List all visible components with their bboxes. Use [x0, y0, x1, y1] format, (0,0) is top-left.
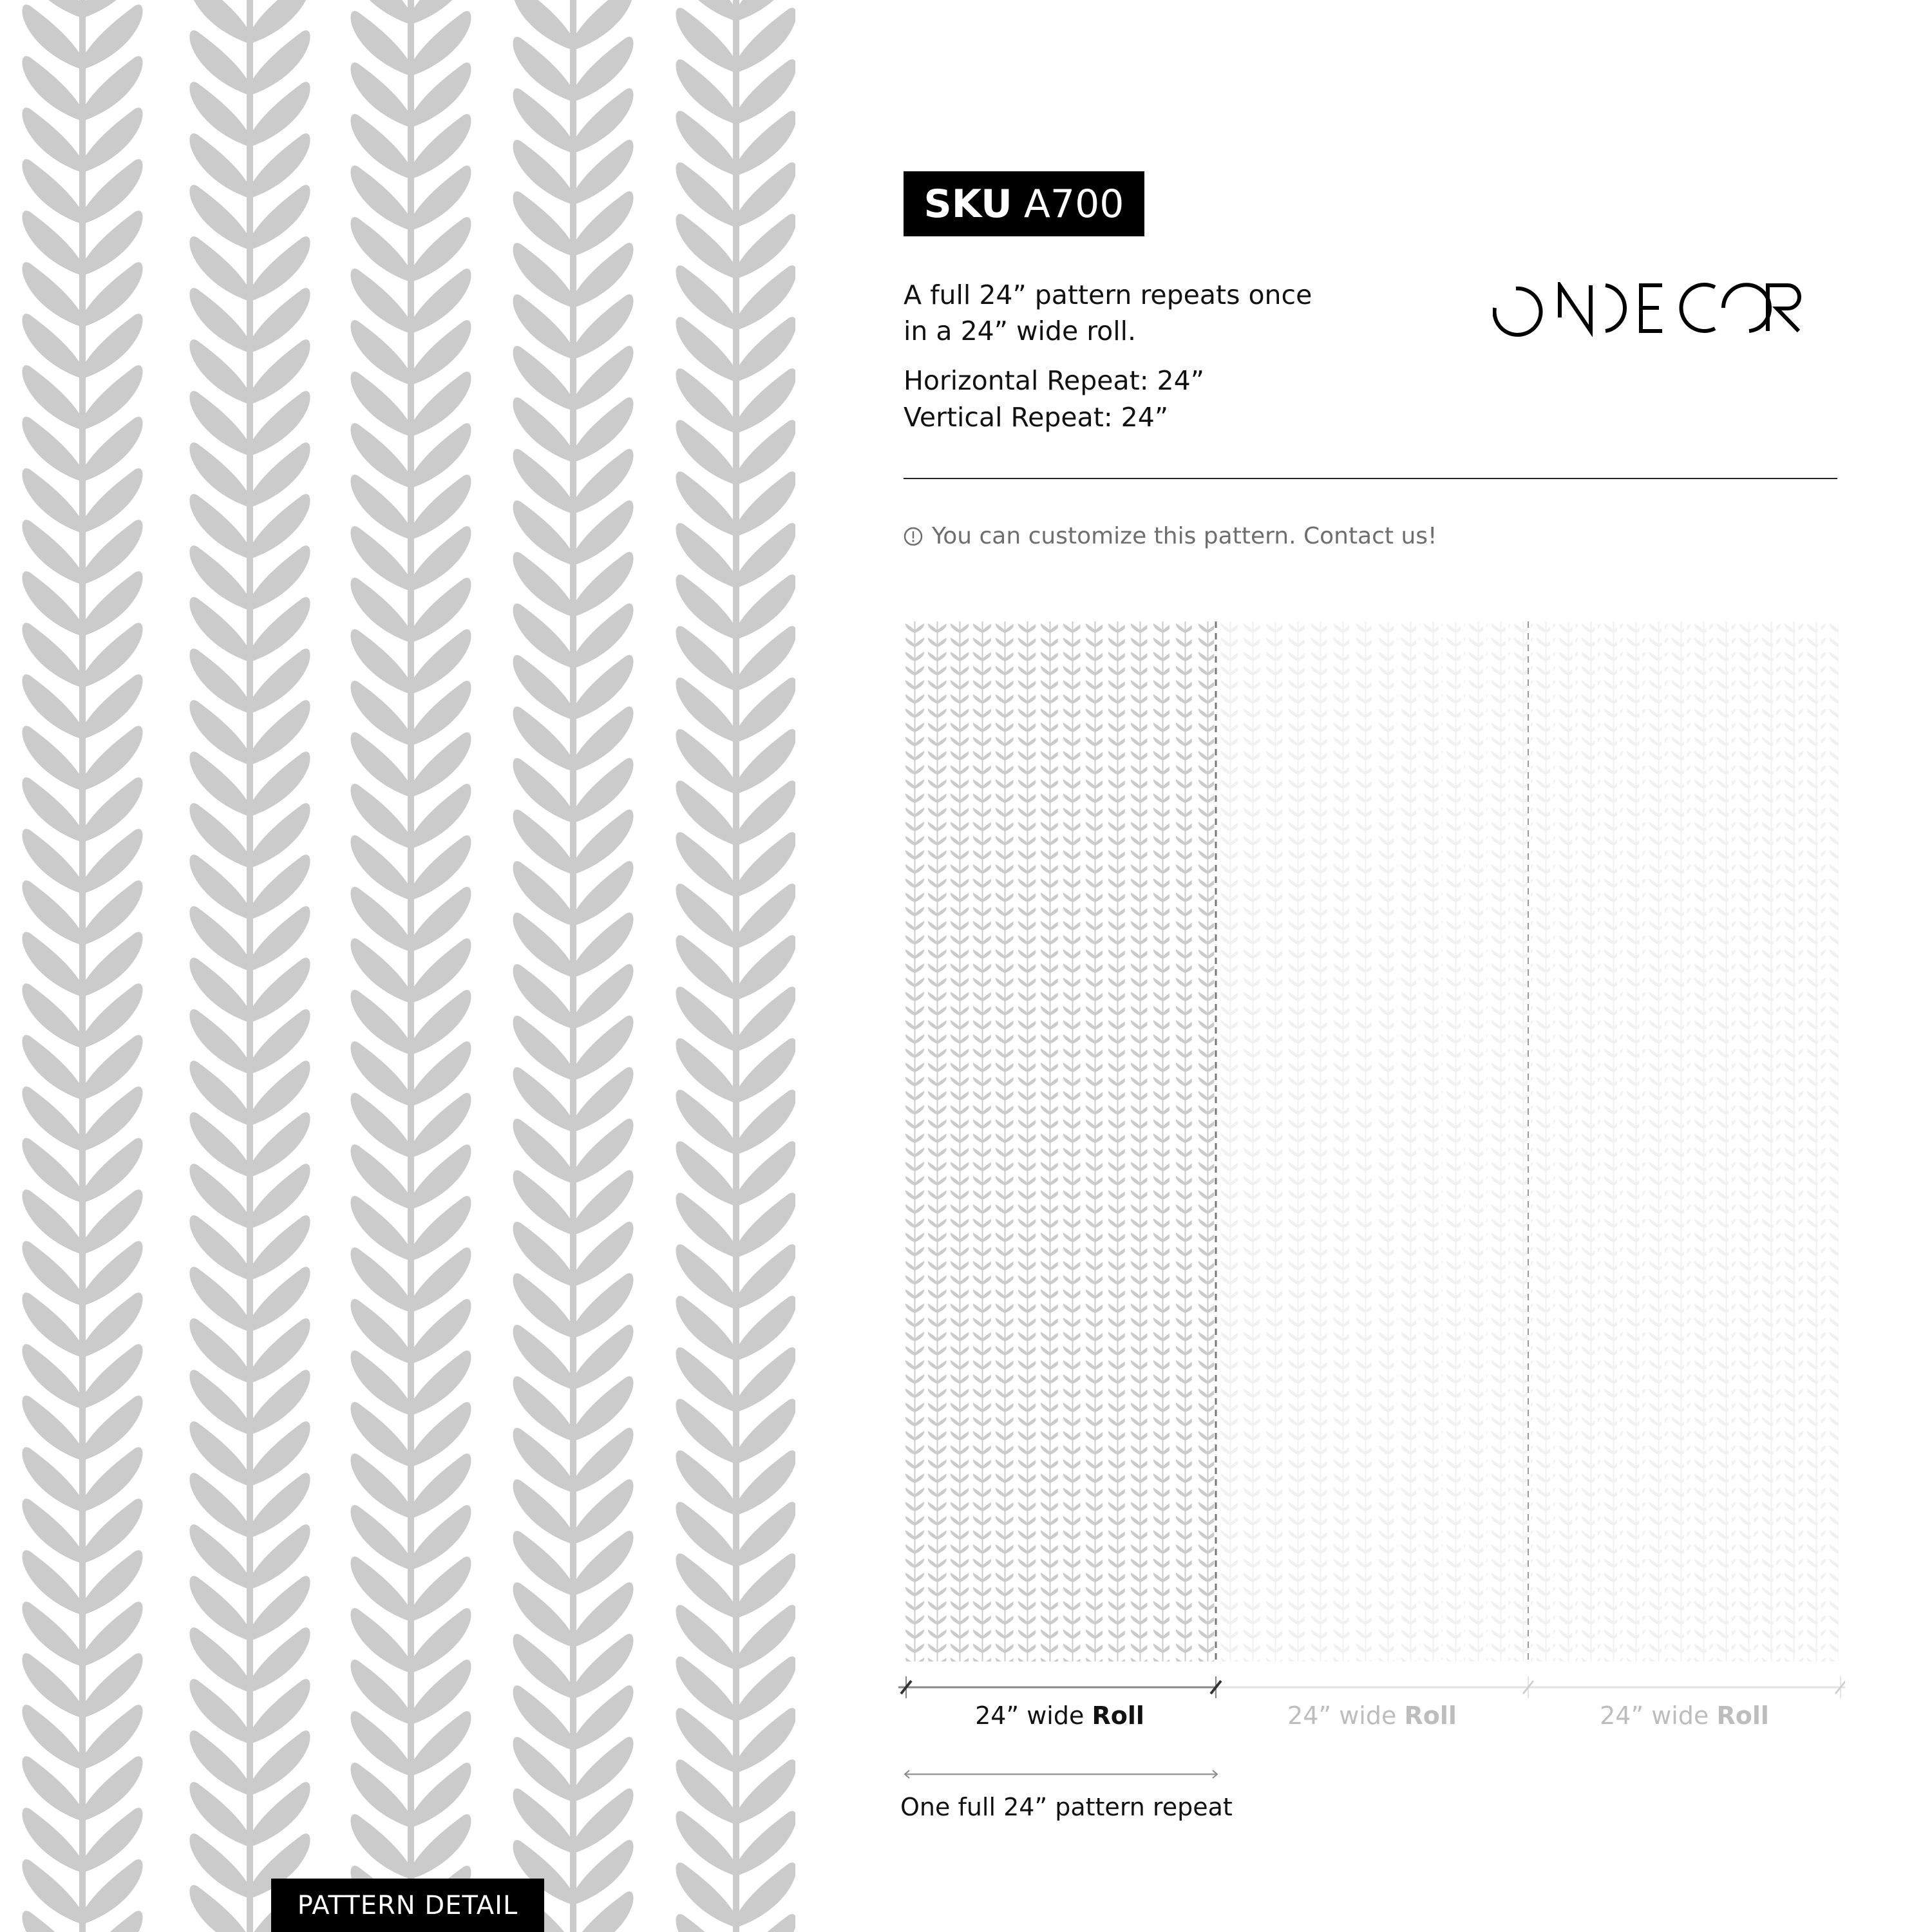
- vertical-repeat: Vertical Repeat: 24”: [904, 402, 1169, 433]
- pattern-repeat-arrow: [902, 1768, 1220, 1781]
- horizontal-repeat: Horizontal Repeat: 24”: [904, 365, 1204, 396]
- roll-width-dimension: [898, 1674, 1845, 1700]
- roll-preview: [904, 621, 1839, 1662]
- ondecor-logo-icon: [1493, 282, 1837, 337]
- leaf-vine-pattern: [0, 0, 795, 1932]
- roll-preview-graphic: [904, 621, 1839, 1662]
- vine-column-3: [408, 0, 414, 1932]
- pattern-detail-panel: [0, 0, 795, 1932]
- description-line-2: in a 24” wide roll.: [904, 316, 1137, 346]
- roll-1-active: [904, 621, 1216, 1662]
- customize-notice[interactable]: [904, 523, 1437, 549]
- customize-notice-text: You can customize this pattern. Contact us!: [932, 523, 1437, 549]
- repeat-info: [904, 363, 1204, 436]
- roll-3-faded: [1531, 621, 1839, 1662]
- roll-label-1: 24” wide Roll: [975, 1701, 1144, 1730]
- roll-label-3: 24” wide Roll: [1600, 1701, 1769, 1730]
- vine-column-5: [733, 0, 739, 1932]
- roll-2-faded: [1218, 621, 1528, 1662]
- sku-value: A700: [1023, 181, 1124, 227]
- pattern-description: [904, 277, 1312, 349]
- double-arrow-icon: [902, 1768, 1220, 1781]
- sku-badge: [904, 171, 1144, 236]
- sku-label: SKU: [923, 181, 1012, 227]
- vine-column-1: [79, 0, 86, 1932]
- section-divider: [904, 478, 1837, 479]
- description-line-1: A full 24” pattern repeats once: [904, 279, 1312, 310]
- pattern-repeat-caption: One full 24” pattern repeat: [900, 1793, 1233, 1821]
- pattern-detail-badge: PATTERN DETAIL: [271, 1879, 544, 1932]
- info-circle-icon: [904, 527, 923, 546]
- roll-label-2: 24” wide Roll: [1287, 1701, 1457, 1730]
- brand-logo: [1493, 282, 1837, 337]
